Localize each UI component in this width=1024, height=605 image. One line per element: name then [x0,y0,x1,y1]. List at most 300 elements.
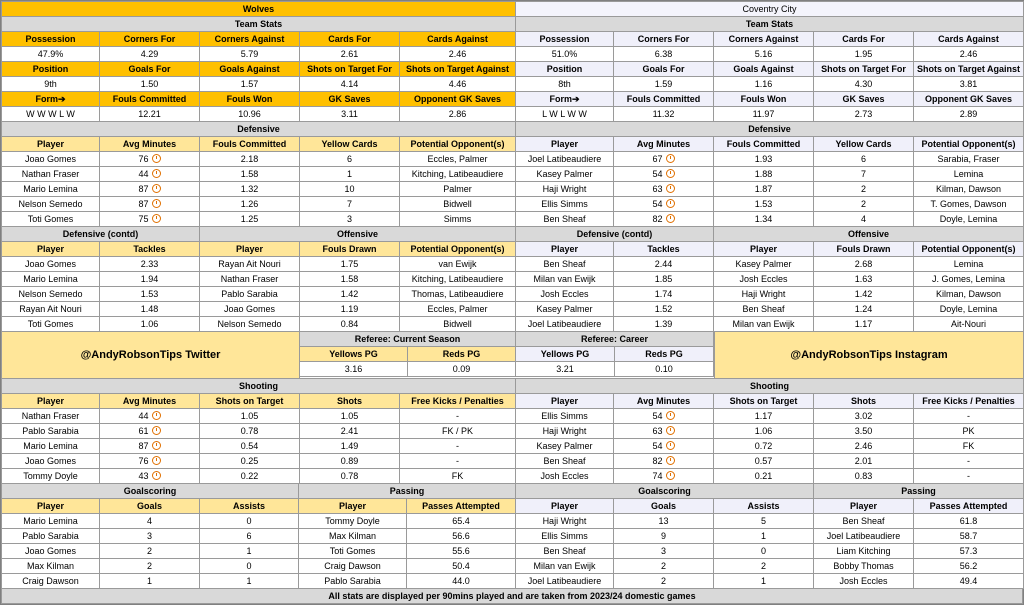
player-cell: Ellis Simms [516,529,614,544]
stat-cell: 1.93 [714,152,814,167]
stat-cell: FK [400,469,516,484]
table-row [2,302,200,317]
referee-current-yellows: 3.16 [300,362,408,377]
stat-cell: 6 [300,152,400,167]
stat-cell: 1.39 [614,317,714,332]
stat-cell: 0.57 [714,454,814,469]
referee-career-table: Referee: Career Yellows PG Reds PG 3.21 0.10 [515,331,714,377]
stat-cell: 1.32 [200,182,300,197]
stat-cell: 2 [614,574,714,589]
table-row [714,257,1024,272]
stopwatch-icon [666,214,675,223]
stat-cell: 2 [614,559,714,574]
player-cell: Kasey Palmer [516,439,614,454]
stat-cell: 6 [814,152,914,167]
wolves-row1-headers: Possession Corners For Corners Against Cards For Cards Against [2,32,516,47]
stat-cell: 2.46 [814,439,914,454]
stat-cell: 0.83 [814,469,914,484]
stopwatch-icon [666,471,675,480]
coventry-team-stats-label: Team Stats [516,17,1024,32]
player-cell: Mario Lemina [2,439,100,454]
wolves-row1-values: 47.9% 4.29 5.79 2.61 2.46 [2,47,516,62]
avg-minutes-cell: 43 [100,469,200,484]
stat-cell: 4 [100,514,200,529]
stat-cell: 0.72 [714,439,814,454]
table-row [2,529,299,544]
avg-minutes-cell: 54 [614,439,714,454]
stopwatch-icon [152,154,161,163]
table-row [516,469,1024,484]
stat-cell: 1.85 [614,272,714,287]
stat-cell: - [400,454,516,469]
table-row [516,409,1024,424]
stat-cell: 5 [714,514,814,529]
stopwatch-icon [152,169,161,178]
stat-cell: 55.6 [407,544,516,559]
stat-cell: 1.53 [100,287,200,302]
stat-cell: - [914,409,1024,424]
stat-cell: 1 [100,574,200,589]
coventry-offensive-table [713,226,1024,332]
stat-cell: 2.41 [300,424,400,439]
coventry-defensive-table [515,121,1024,227]
player-cell: Bobby Thomas [814,559,914,574]
player-cell: Joel Latibeaudiere [814,529,914,544]
table-row [516,424,1024,439]
stat-cell: 1 [300,167,400,182]
avg-minutes-cell: 87 [100,439,200,454]
wolves-goalscoring-table: Goalscoring Player Goals Assists Mario Lemina 4 0 Pablo Sarabia 3 6 Joao Gomes 2 1 Max Kilman 2 0 Craig Dawson 1 1 [1,483,299,589]
twitter-promo: @AndyRobsonTips Twitter [1,331,300,379]
wolves-defensive-title: Defensive [2,122,516,137]
table-row [2,559,299,574]
player-cell: Joel Latibeaudiere [516,574,614,589]
wolves-team-stats-label: Team Stats [2,17,516,32]
stat-cell: - [400,409,516,424]
coventry-goalscoring-rows [516,514,814,589]
table-row [2,257,200,272]
table-row [299,544,516,559]
stat-cell: Doyle, Lemina [914,212,1024,227]
player-cell: Nathan Fraser [2,167,100,182]
player-cell: Ben Sheaf [516,212,614,227]
stat-cell: Palmer [400,182,516,197]
table-row [2,544,299,559]
stat-cell: 1.63 [814,272,914,287]
stat-cell: 1.58 [300,272,400,287]
player-cell: Josh Eccles [516,469,614,484]
wolves-goalscoring-rows [2,514,299,589]
stat-cell: 0.78 [200,424,300,439]
avg-minutes-cell: 44 [100,409,200,424]
stat-cell: 3 [100,529,200,544]
player-cell: Nelson Semedo [2,287,100,302]
stat-cell: Simms [400,212,516,227]
avg-minutes-cell: 54 [614,409,714,424]
wolves-passing-title: Passing [299,484,516,499]
stat-cell: 1 [200,544,299,559]
coventry-offensive-rows [714,257,1024,332]
stat-cell: 65.4 [407,514,516,529]
wolves-passing-rows [299,514,516,589]
wolves-offensive-table [199,226,516,332]
table-row [2,272,200,287]
stat-cell: 10 [300,182,400,197]
player-cell: Ben Sheaf [516,257,614,272]
coventry-shooting-table [515,378,1024,484]
player-cell: Craig Dawson [2,574,100,589]
player-cell: Josh Eccles [714,272,814,287]
stat-cell: Bidwell [400,317,516,332]
referee-current-reds: 0.09 [408,362,516,377]
player-cell: Rayan Ait Nouri [200,257,300,272]
stat-cell: 2 [100,559,200,574]
wolves-shooting-header: Player Avg Minutes Shots on Target Shots Free Kicks / Penalties [2,394,516,409]
stat-cell: 2 [714,559,814,574]
player-cell: Toti Gomes [299,544,407,559]
stat-cell: Ait-Nouri [914,317,1024,332]
coventry-shooting-title: Shooting [516,379,1024,394]
stopwatch-icon [666,441,675,450]
stat-cell: FK [914,439,1024,454]
player-cell: Kasey Palmer [516,302,614,317]
player-cell: Joao Gomes [200,302,300,317]
stat-cell: 9 [614,529,714,544]
wolves-offensive-rows [200,257,516,332]
player-cell: Haji Wright [714,287,814,302]
stat-cell: 1.94 [100,272,200,287]
table-row [516,197,1024,212]
wolves-goalscoring-title: Goalscoring [2,484,299,499]
table-row [714,317,1024,332]
coventry-defensive-title: Defensive [516,122,1024,137]
stat-cell: 56.6 [407,529,516,544]
table-row [2,317,200,332]
coventry-def-contd-rows [516,257,714,332]
stopwatch-icon [152,471,161,480]
player-cell: Milan van Ewijk [516,559,614,574]
player-cell: Mario Lemina [2,182,100,197]
coventry-title: Coventry City [516,2,1024,17]
instagram-promo: @AndyRobsonTips Instagram [714,331,1024,379]
wolves-def-contd-title: Defensive (contd) [2,227,200,242]
referee-career-yellows: 3.21 [516,362,615,377]
stat-cell: 50.4 [407,559,516,574]
player-cell: Max Kilman [2,559,100,574]
player-cell: Nelson Semedo [200,317,300,332]
player-cell: Mario Lemina [2,514,100,529]
coventry-row3-headers: Form➔ Fouls Committed Fouls Won GK Saves Opponent GK Saves [516,92,1024,107]
wolves-defensive-table [1,121,516,227]
table-row [516,529,814,544]
stat-cell: 0.54 [200,439,300,454]
wolves-row2-values: 9th 1.50 1.57 4.14 4.46 [2,77,516,92]
stat-cell: 1.53 [714,197,814,212]
player-cell: Pablo Sarabia [299,574,407,589]
player-cell: Tommy Doyle [2,469,100,484]
stat-cell: 1.88 [714,167,814,182]
table-row [299,529,516,544]
table-row [2,409,516,424]
player-cell: Milan van Ewijk [714,317,814,332]
stopwatch-icon [666,154,675,163]
table-row [516,287,714,302]
player-cell: Joao Gomes [2,257,100,272]
stat-cell: 1 [714,529,814,544]
player-cell: Craig Dawson [299,559,407,574]
table-row [714,302,1024,317]
stat-cell: 1.87 [714,182,814,197]
stat-cell: 56.2 [914,559,1024,574]
player-cell: Joel Latibeaudiere [516,152,614,167]
stat-cell: - [400,439,516,454]
coventry-offensive-title: Offensive [714,227,1024,242]
table-row [2,152,516,167]
player-cell: Joao Gomes [2,454,100,469]
wolves-def-contd-rows [2,257,200,332]
stat-cell: 1.42 [814,287,914,302]
table-row [516,302,714,317]
table-row [516,257,714,272]
coventry-row2-headers: Position Goals For Goals Against Shots on Target For Shots on Target Against [516,62,1024,77]
player-cell: Max Kilman [299,529,407,544]
table-row [200,317,516,332]
stopwatch-icon [152,456,161,465]
stat-cell: 1.05 [200,409,300,424]
stopwatch-icon [152,411,161,420]
stat-cell: 1.06 [714,424,814,439]
stat-cell: 0.21 [714,469,814,484]
coventry-defensive-rows [516,152,1024,227]
table-row [714,287,1024,302]
table-row [814,574,1024,589]
player-cell: Ben Sheaf [516,544,614,559]
table-row [516,559,814,574]
table-row [516,544,814,559]
stat-cell: 61.8 [914,514,1024,529]
stat-cell: 2 [100,544,200,559]
table-row [814,544,1024,559]
player-cell: Kasey Palmer [714,257,814,272]
coventry-defensive-header: Player Avg Minutes Fouls Committed Yellow Cards Potential Opponent(s) [516,137,1024,152]
table-row [2,167,516,182]
table-row [516,152,1024,167]
player-cell: Rayan Ait Nouri [2,302,100,317]
stat-cell: Lemina [914,257,1024,272]
stat-cell: 7 [300,197,400,212]
wolves-defensive-header: Player Avg Minutes Fouls Committed Yellow Cards Potential Opponent(s) [2,137,516,152]
stat-cell: 1.49 [300,439,400,454]
avg-minutes-cell: 63 [614,424,714,439]
stat-cell: Eccles, Palmer [400,152,516,167]
stat-cell: 0 [200,559,299,574]
stat-cell: 0 [714,544,814,559]
stat-cell: 7 [814,167,914,182]
stat-cell: 2 [814,197,914,212]
stat-cell: Bidwell [400,197,516,212]
stat-cell: 57.3 [914,544,1024,559]
player-cell: Liam Kitching [814,544,914,559]
stat-cell: 2.44 [614,257,714,272]
table-row [516,514,814,529]
player-cell: Nelson Semedo [2,197,100,212]
table-row [2,197,516,212]
stopwatch-icon [152,441,161,450]
stat-cell: 0.22 [200,469,300,484]
coventry-offensive-header: Player Fouls Drawn Potential Opponent(s) [714,242,1024,257]
table-row [516,439,1024,454]
stat-cell: Kilman, Dawson [914,287,1024,302]
stat-cell: 1.34 [714,212,814,227]
wolves-title: Wolves [2,2,516,17]
stopwatch-icon [152,199,161,208]
player-cell: Nathan Fraser [2,409,100,424]
stat-cell: 2 [814,182,914,197]
avg-minutes-cell: 76 [100,152,200,167]
referee-current-title: Referee: Current Season [300,332,516,347]
table-row [516,272,714,287]
table-row [2,574,299,589]
player-cell: Haji Wright [516,424,614,439]
stat-cell: Lemina [914,167,1024,182]
stat-cell: 0.25 [200,454,300,469]
player-cell: Milan van Ewijk [516,272,614,287]
referee-career-title: Referee: Career [516,332,714,347]
stat-cell: 1.24 [814,302,914,317]
stopwatch-icon [152,214,161,223]
stat-cell: Kitching, Latibeaudiere [400,167,516,182]
stat-cell: 1.75 [300,257,400,272]
stat-cell: 58.7 [914,529,1024,544]
stat-cell: J. Gomes, Lemina [914,272,1024,287]
table-row [299,514,516,529]
table-row [2,212,516,227]
player-cell: Nathan Fraser [200,272,300,287]
stat-cell: 1.17 [714,409,814,424]
stat-cell: 1.25 [200,212,300,227]
stat-cell: 0.78 [300,469,400,484]
avg-minutes-cell: 82 [614,212,714,227]
stat-cell: - [914,469,1024,484]
stat-cell: 6 [200,529,299,544]
player-cell: Joao Gomes [2,152,100,167]
table-row [2,454,516,469]
coventry-def-contd-title: Defensive (contd) [516,227,714,242]
avg-minutes-cell: 74 [614,469,714,484]
stat-cell: 1.06 [100,317,200,332]
table-row [516,167,1024,182]
table-row [516,182,1024,197]
player-cell: Toti Gomes [2,212,100,227]
player-cell: Joao Gomes [2,544,100,559]
avg-minutes-cell: 54 [614,167,714,182]
player-cell: Josh Eccles [516,287,614,302]
stopwatch-icon [152,426,161,435]
stat-cell: 1.52 [614,302,714,317]
stat-cell: 1.05 [300,409,400,424]
table-row [516,454,1024,469]
stat-cell: 0.89 [300,454,400,469]
table-row [2,287,200,302]
stat-cell: van Ewijk [400,257,516,272]
player-cell: Pablo Sarabia [200,287,300,302]
wolves-row3-values: W W W L W 12.21 10.96 3.11 2.86 [2,107,516,122]
stat-cell: Sarabia, Fraser [914,152,1024,167]
player-cell: Josh Eccles [814,574,914,589]
stat-cell: 3 [300,212,400,227]
player-cell: Haji Wright [516,182,614,197]
player-cell: Tommy Doyle [299,514,407,529]
stat-cell: 0 [200,514,299,529]
avg-minutes-cell: 82 [614,454,714,469]
stat-cell: 3.02 [814,409,914,424]
stat-cell: PK [914,424,1024,439]
stopwatch-icon [152,184,161,193]
wolves-passing-table: Passing Player Passes Attempted Tommy Doyle 65.4 Max Kilman 56.6 Toti Gomes 55.6 Craig Dawson 50.4 Pablo Sarabia 44.0 [298,483,516,589]
avg-minutes-cell: 87 [100,182,200,197]
coventry-row1-headers: Possession Corners For Corners Against Cards For Cards Against [516,32,1024,47]
stat-cell: 13 [614,514,714,529]
stat-cell: 2.01 [814,454,914,469]
table-row [714,272,1024,287]
table-row [2,182,516,197]
player-cell: Ellis Simms [516,409,614,424]
stat-cell: Doyle, Lemina [914,302,1024,317]
coventry-team-stats [515,1,1024,122]
table-row [200,287,516,302]
table-row [516,212,1024,227]
stat-cell: 1 [200,574,299,589]
table-row [200,272,516,287]
table-row [299,559,516,574]
stat-cell: 1.74 [614,287,714,302]
table-row [814,529,1024,544]
stopwatch-icon [666,199,675,208]
player-cell: Ben Sheaf [516,454,614,469]
stat-cell: 3 [614,544,714,559]
table-row [814,514,1024,529]
coventry-goalscoring-title: Goalscoring [516,484,814,499]
stat-cell: Eccles, Palmer [400,302,516,317]
wolves-team-stats [1,1,516,122]
footer-note: All stats are displayed per 90mins played and are taken from 2023/24 domestic games [2,589,1023,604]
avg-minutes-cell: 76 [100,454,200,469]
wolves-shooting-rows [2,409,516,484]
stat-cell: 2.33 [100,257,200,272]
wolves-row2-headers: Position Goals For Goals Against Shots on Target For Shots on Target Against [2,62,516,77]
player-cell: Toti Gomes [2,317,100,332]
stat-cell: 1.19 [300,302,400,317]
wolves-def-contd-header: Player Tackles [2,242,200,257]
stat-cell: T. Gomes, Dawson [914,197,1024,212]
stat-cell: Thomas, Latibeaudiere [400,287,516,302]
avg-minutes-cell: 61 [100,424,200,439]
coventry-row2-values: 8th 1.59 1.16 4.30 3.81 [516,77,1024,92]
stopwatch-icon [666,426,675,435]
player-cell: Haji Wright [516,514,614,529]
stat-cell: 3.50 [814,424,914,439]
player-cell: Pablo Sarabia [2,529,100,544]
player-cell: Ben Sheaf [714,302,814,317]
wolves-def-contd-table [1,226,200,332]
referee-career-reds: 0.10 [615,362,714,377]
avg-minutes-cell: 87 [100,197,200,212]
coventry-goalscoring-table: Goalscoring Player Goals Assists Haji Wright 13 5 Ellis Simms 9 1 Ben Sheaf 3 0 Milan van Ewijk 2 2 Joel Latibeaudiere 2 1 [515,483,814,589]
avg-minutes-cell: 44 [100,167,200,182]
stopwatch-icon [666,184,675,193]
table-row [516,317,714,332]
player-cell: Ben Sheaf [814,514,914,529]
